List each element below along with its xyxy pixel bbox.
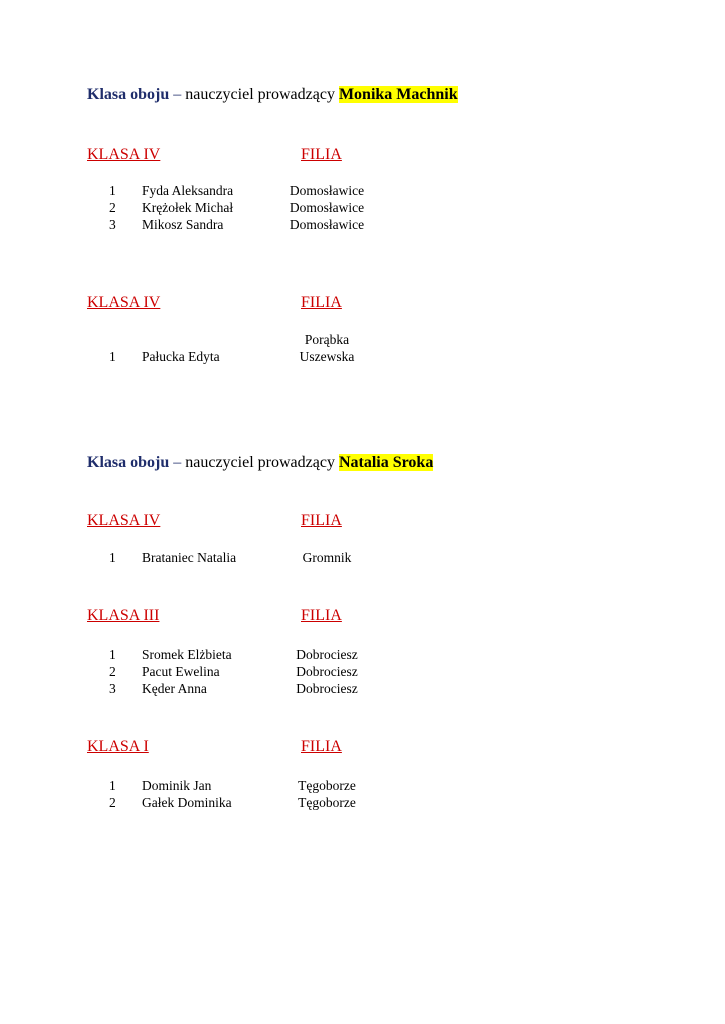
branch-name: Porąbka xyxy=(304,332,350,347)
row-number: 3 xyxy=(109,217,116,232)
branch-name: Dobrociesz xyxy=(296,681,358,696)
row-number: 1 xyxy=(109,778,116,793)
branch-name: Domosławice xyxy=(289,183,365,198)
filia-heading: FILIA xyxy=(301,607,342,624)
row-number: 1 xyxy=(109,349,116,364)
student-name: Kęder Anna xyxy=(142,681,207,696)
branch-name: Dobrociesz xyxy=(296,647,358,662)
group-heading xyxy=(87,86,458,104)
filia-heading: FILIA xyxy=(301,294,342,311)
branch-name: Uszewska xyxy=(299,349,355,364)
row-number: 3 xyxy=(109,681,116,696)
branch-name: Gromnik xyxy=(302,550,352,565)
student-name: Gałek Dominika xyxy=(142,795,232,810)
group-heading xyxy=(87,454,433,472)
klasa-heading: KLASA IV xyxy=(87,294,161,311)
row-number: 2 xyxy=(109,200,116,215)
row-number: 1 xyxy=(109,550,116,565)
klasa-heading: KLASA I xyxy=(87,738,149,755)
klasa-heading: KLASA IV xyxy=(87,512,161,529)
filia-heading: FILIA xyxy=(301,146,342,163)
branch-name: Domosławice xyxy=(289,217,365,232)
heading-dash: – xyxy=(173,454,182,471)
teacher-name: Monika Machnik xyxy=(338,86,458,103)
branch-name: Dobrociesz xyxy=(296,664,358,679)
heading-text: nauczyciel prowadzący xyxy=(185,454,335,471)
student-name: Pałucka Edyta xyxy=(142,349,220,364)
student-name: Krężołek Michał xyxy=(142,200,234,215)
teacher-name: Natalia Sroka xyxy=(338,454,434,471)
filia-heading: FILIA xyxy=(301,738,342,755)
heading-text: nauczyciel prowadzący xyxy=(185,86,335,103)
row-number: 2 xyxy=(109,795,116,810)
student-name: Dominik Jan xyxy=(142,778,212,793)
klasa-heading: KLASA IV xyxy=(87,146,161,163)
branch-name: Tęgoborze xyxy=(298,778,356,793)
row-number: 1 xyxy=(109,183,116,198)
filia-heading: FILIA xyxy=(301,512,342,529)
student-name: Sromek Elżbieta xyxy=(142,647,232,662)
branch-name: Tęgoborze xyxy=(298,795,356,810)
student-name: Mikosz Sandra xyxy=(142,217,224,232)
branch-name: Domosławice xyxy=(289,200,365,215)
klasa-heading: KLASA III xyxy=(87,607,160,624)
student-name: Fyda Aleksandra xyxy=(142,183,234,198)
class-label: Klasa oboju xyxy=(87,86,170,103)
student-name: Brataniec Natalia xyxy=(142,550,237,565)
heading-dash: – xyxy=(173,86,182,103)
row-number: 2 xyxy=(109,664,116,679)
class-label: Klasa oboju xyxy=(87,454,170,471)
row-number: 1 xyxy=(109,647,116,662)
student-name: Pacut Ewelina xyxy=(142,664,220,679)
